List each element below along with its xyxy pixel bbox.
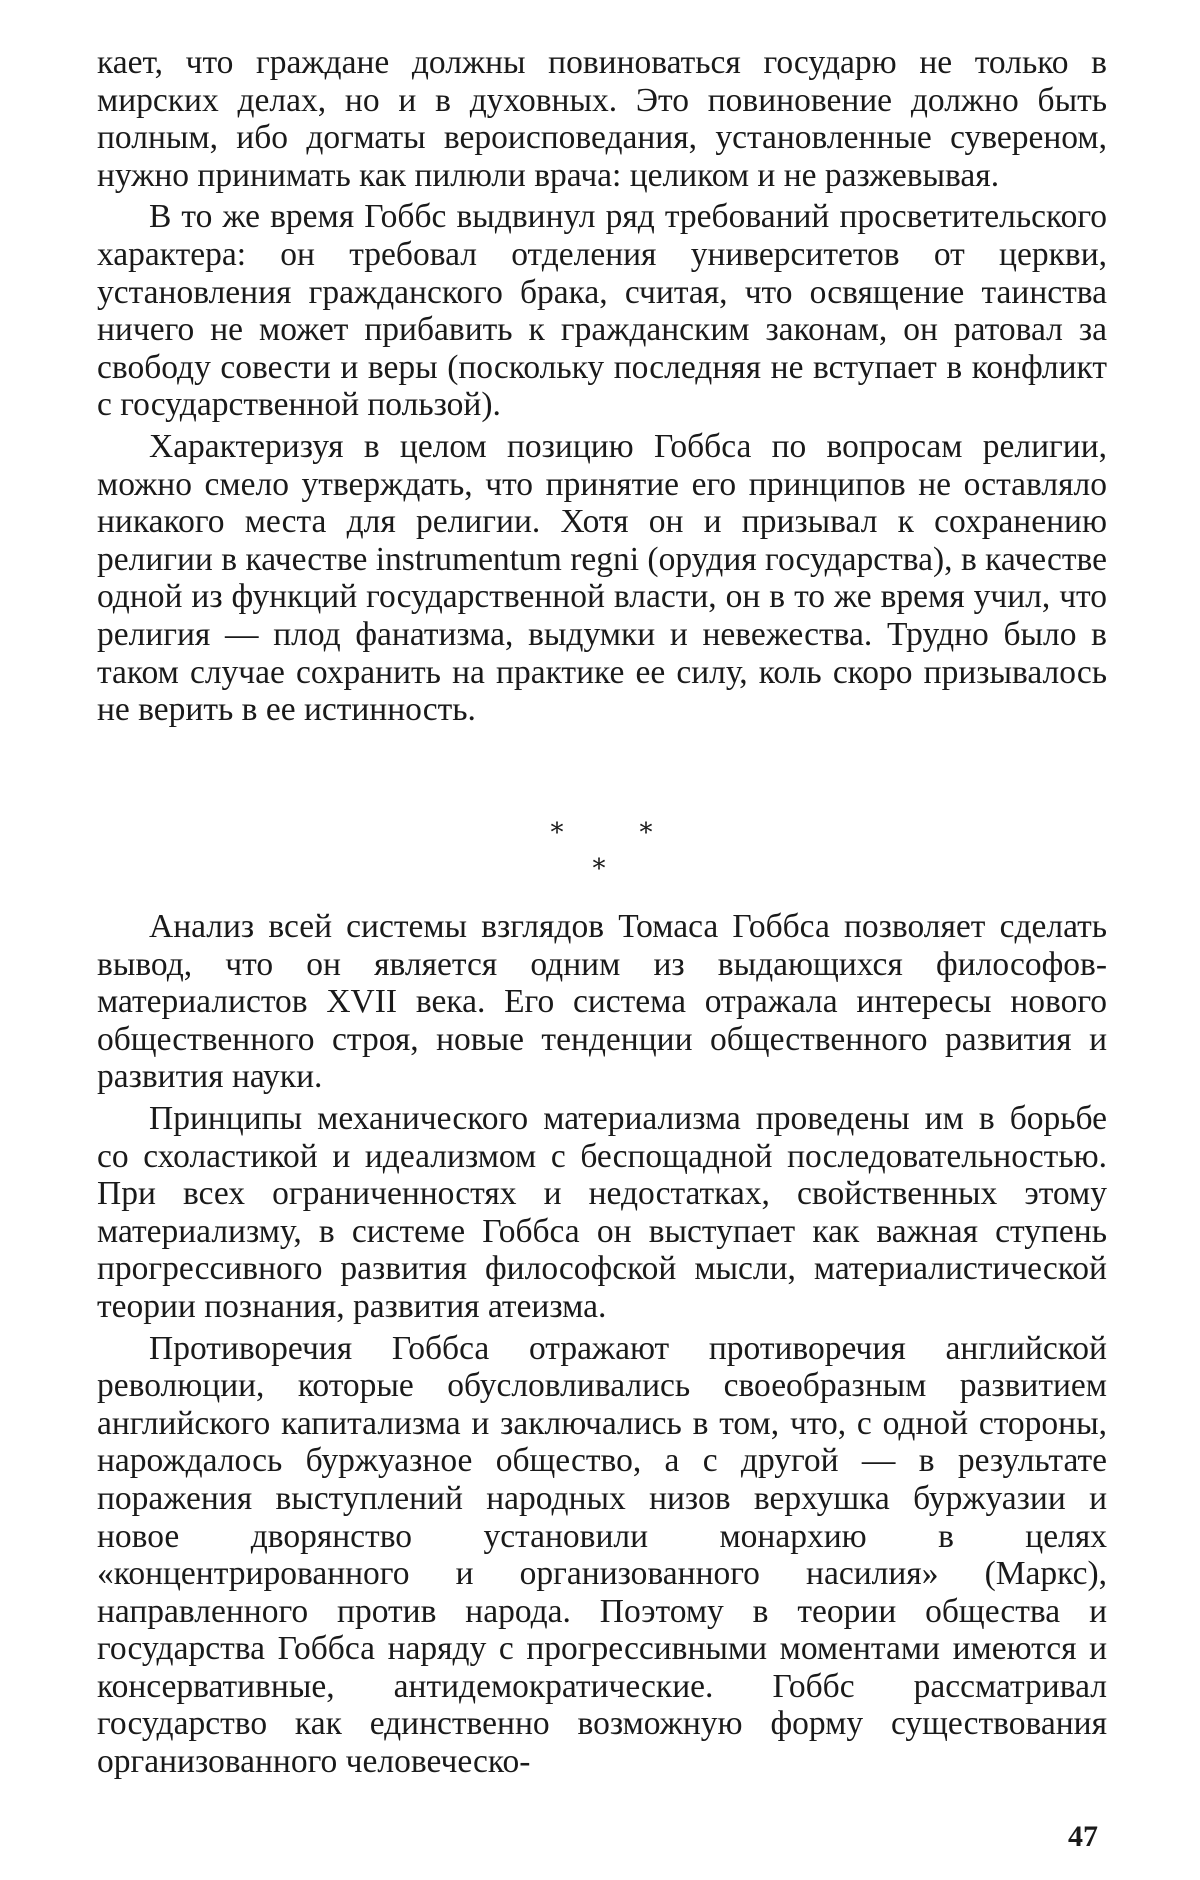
text-section-bottom [97, 908, 1107, 1785]
asterisk-icon: * [550, 818, 564, 848]
paragraph-contradictions: Противоречия Гоббса отражают противоречия английской революции, которые обусловливались своеобразным развитием английского капитализма и заключались в том, что, с одной стороны, нарождалось буржуазное общество, а с другой — в результате поражения выступлений народных низов верхушка буржуазии и новое дворянство установили монархию в целях «концентрированного и организованного насилия» (Маркс), направленного против народа. Поэтому в теории общества и государства Гоббса наряду с прогрессивными моментами имеются и консервативные, антидемократические. Гоббс рассматривал государство как единственно возможную форму существования организованного человеческо- [97, 1329, 1107, 1781]
text-section-top [97, 44, 1107, 733]
section-divider-asterism [0, 818, 1200, 898]
asterisk-icon: * [639, 818, 653, 848]
paragraph-religion-position: Характеризуя в целом позицию Гоббса по вопросам религии, можно смело утверждать, что принятие его принципов не оставляло никакого места для религии. Хотя он и призывал к сохранению религии в качестве instrumentum regni (орудия государства), в качестве одной из функций государственной власти, он в то же время учил, что религия — плод фанатизма, выдумки и невежества. Трудно было в таком случае сохранить на практике ее силу, коль скоро призывалось не верить в ее истинность. [97, 427, 1107, 729]
paragraph-mechanical-materialism: Принципы механического материализма проведены им в борьбе со схоластикой и идеализмом с беспощадной последовательностью. При всех ограниченностях и недостатках, свойственных этому материализму, в системе Гоббса он выступает как важная ступень прогрессивного развития философской мысли, материалистической теории познания, развития атеизма. [97, 1099, 1107, 1325]
paragraph-enlightenment-demands: В то же время Гоббс выдвинул ряд требований просветительского характера: он требовал отделения университетов от церкви, установления гражданского брака, считая, что освящение таинства ничего не может прибавить к гражданским законам, он ратовал за свободу совести и веры (поскольку последняя не вступает в конфликт с государственной пользой). [97, 198, 1107, 424]
paragraph-continuation: кает, что граждане должны повиноваться государю не только в мирских делах, но и в духовных. Это повиновение должно быть полным, ибо догматы вероисповедания, установленные сувереном, нужно принимать как пилюли врача: целиком и не разжевывая. [97, 44, 1107, 194]
asterisk-icon: * [592, 854, 606, 884]
page-number: 47 [1068, 1820, 1098, 1853]
paragraph-analysis-conclusion: Анализ всей системы взглядов Томаса Гоббса позволяет сделать вывод, что он является одним из выдающихся философов-материалистов XVII века. Его система отражала интересы нового общественного строя, новые тенденции общественного развития и развития науки. [97, 908, 1107, 1096]
